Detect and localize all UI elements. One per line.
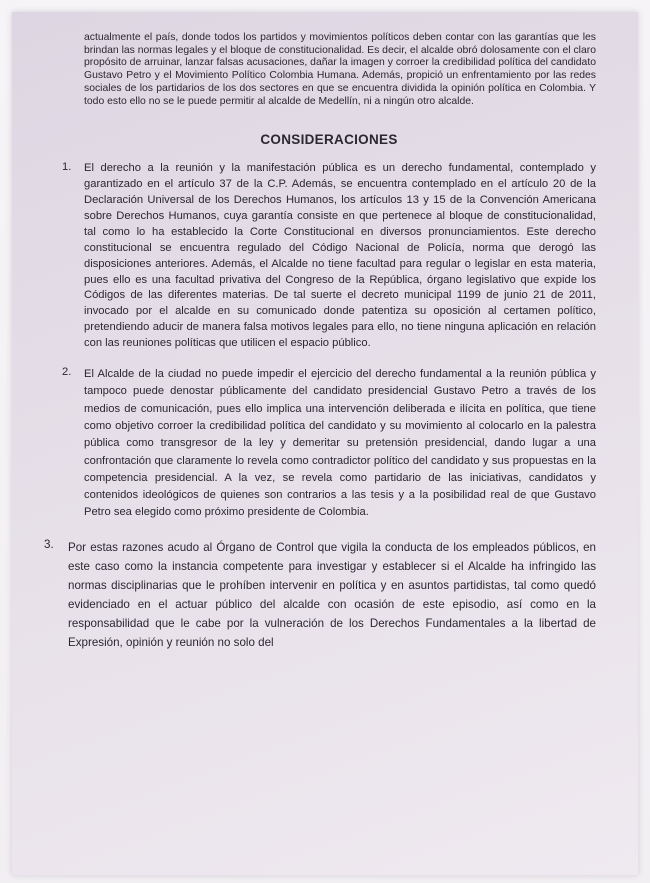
item-text: El derecho a la reunión y la manifestación pública es un derecho fundamental, contemplado y garantizado en el artículo 37 de la C.P. Además, se encuentra contemplado en el artículo 20 de la Declaración Universal de los Derechos Humanos, los artículos 13 y 15 de la Convención Americana sobre Derechos Humanos, cuya garantía consiste en que pertenece al bloque de constitucionalidad, tal como lo ha establecido la Corte Constitucional en diversos pronunciamientos. Este derecho constitucional se encuentra regulado del Código Nacional de Policía, norma que derogó las disposiciones anteriores. Además, el Alcalde no tiene facultad para regular o legislar en esta materia, pues ello es una facultad privativa del Congreso de la República, órgano legislativo que expide los Códigos de las diferentes materias. De tal suerte el decreto municipal 1199 de junio 21 de 2011, invocado por el alcalde en su comunicado donde patentiza su oposición al certamen político, pretendiendo aducir de manera falsa motivos legales para ello, no tiene ninguna aplicación en relación con las reuniones políticas que utilicen el espacio público. — [84, 162, 596, 350]
list-item — [62, 366, 596, 522]
list-item — [44, 537, 596, 652]
item-number: 2. — [62, 366, 72, 379]
list-item — [62, 161, 596, 352]
intro-paragraph: actualmente el país, donde todos los partidos y movimientos políticos deben contar con las garantías que les brindan las normas legales y el bloque de constitucionalidad. Es decir, el alcalde obró dolosamente con el claro propósito de arruinar, lanzar falsas acusaciones, dañar la imagen y corroer la credibilidad política del candidato Gustavo Petro y el Movimiento Político Colombia Humana. Además, propició un enfrentamiento por las redes sociales de los partidarios de los dos sectores en que se encuentra dividida la opinión política en Colombia. Y todo esto ello no se le puede permitir al alcalde de Medellín, ni a ningún otro alcalde. — [84, 32, 596, 107]
item-number: 1. — [62, 161, 72, 174]
document-body — [44, 32, 596, 652]
document-page — [12, 12, 638, 875]
item-number: 3. — [44, 537, 54, 551]
section-heading: CONSIDERACIONES — [260, 132, 398, 148]
item-text: El Alcalde de la ciudad no puede impedir el ejercicio del derecho fundamental a la reunión pública y tampoco puede denostar públicamente del candidato presidencial Gustavo Petro a través de los medios de comunicación, pues ello implica una intervención deliberada e ilícita en política, que tiene como objetivo corroer la credibilidad política del candidato y su movimiento al colocarlo en la palestra pública como transgresor de la ley y demeritar su pretensión presidencial, dando lugar a una confrontación que claramente lo revela como contradictor político del candidato y sus propuestas en la competencia presidencial. A la vez, se revela como partidario de las iniciativas, candidatos y contenidos ideológicos de quienes son contrarios a las tesis y a la posibilidad real de que Gustavo Petro sea elegido como próximo presidente de Colombia. — [84, 368, 596, 519]
item-text: Por estas razones acudo al Órgano de Control que vigila la conducta de los empleados públicos, en este caso como la instancia competente para investigar y establecer si el Alcalde ha infringido las normas disciplinarias que le prohíben intervenir en política y en asuntos partidistas, tal como quedó evidenciado en el actuar público del alcalde con ocasión de este episodio, así como en la responsabilidad que le cabe por la vulneración de los Derechos Fundamentales a la libertad de Expresión, opinión y reunión no solo del — [68, 540, 596, 649]
considerations-list — [44, 161, 596, 652]
